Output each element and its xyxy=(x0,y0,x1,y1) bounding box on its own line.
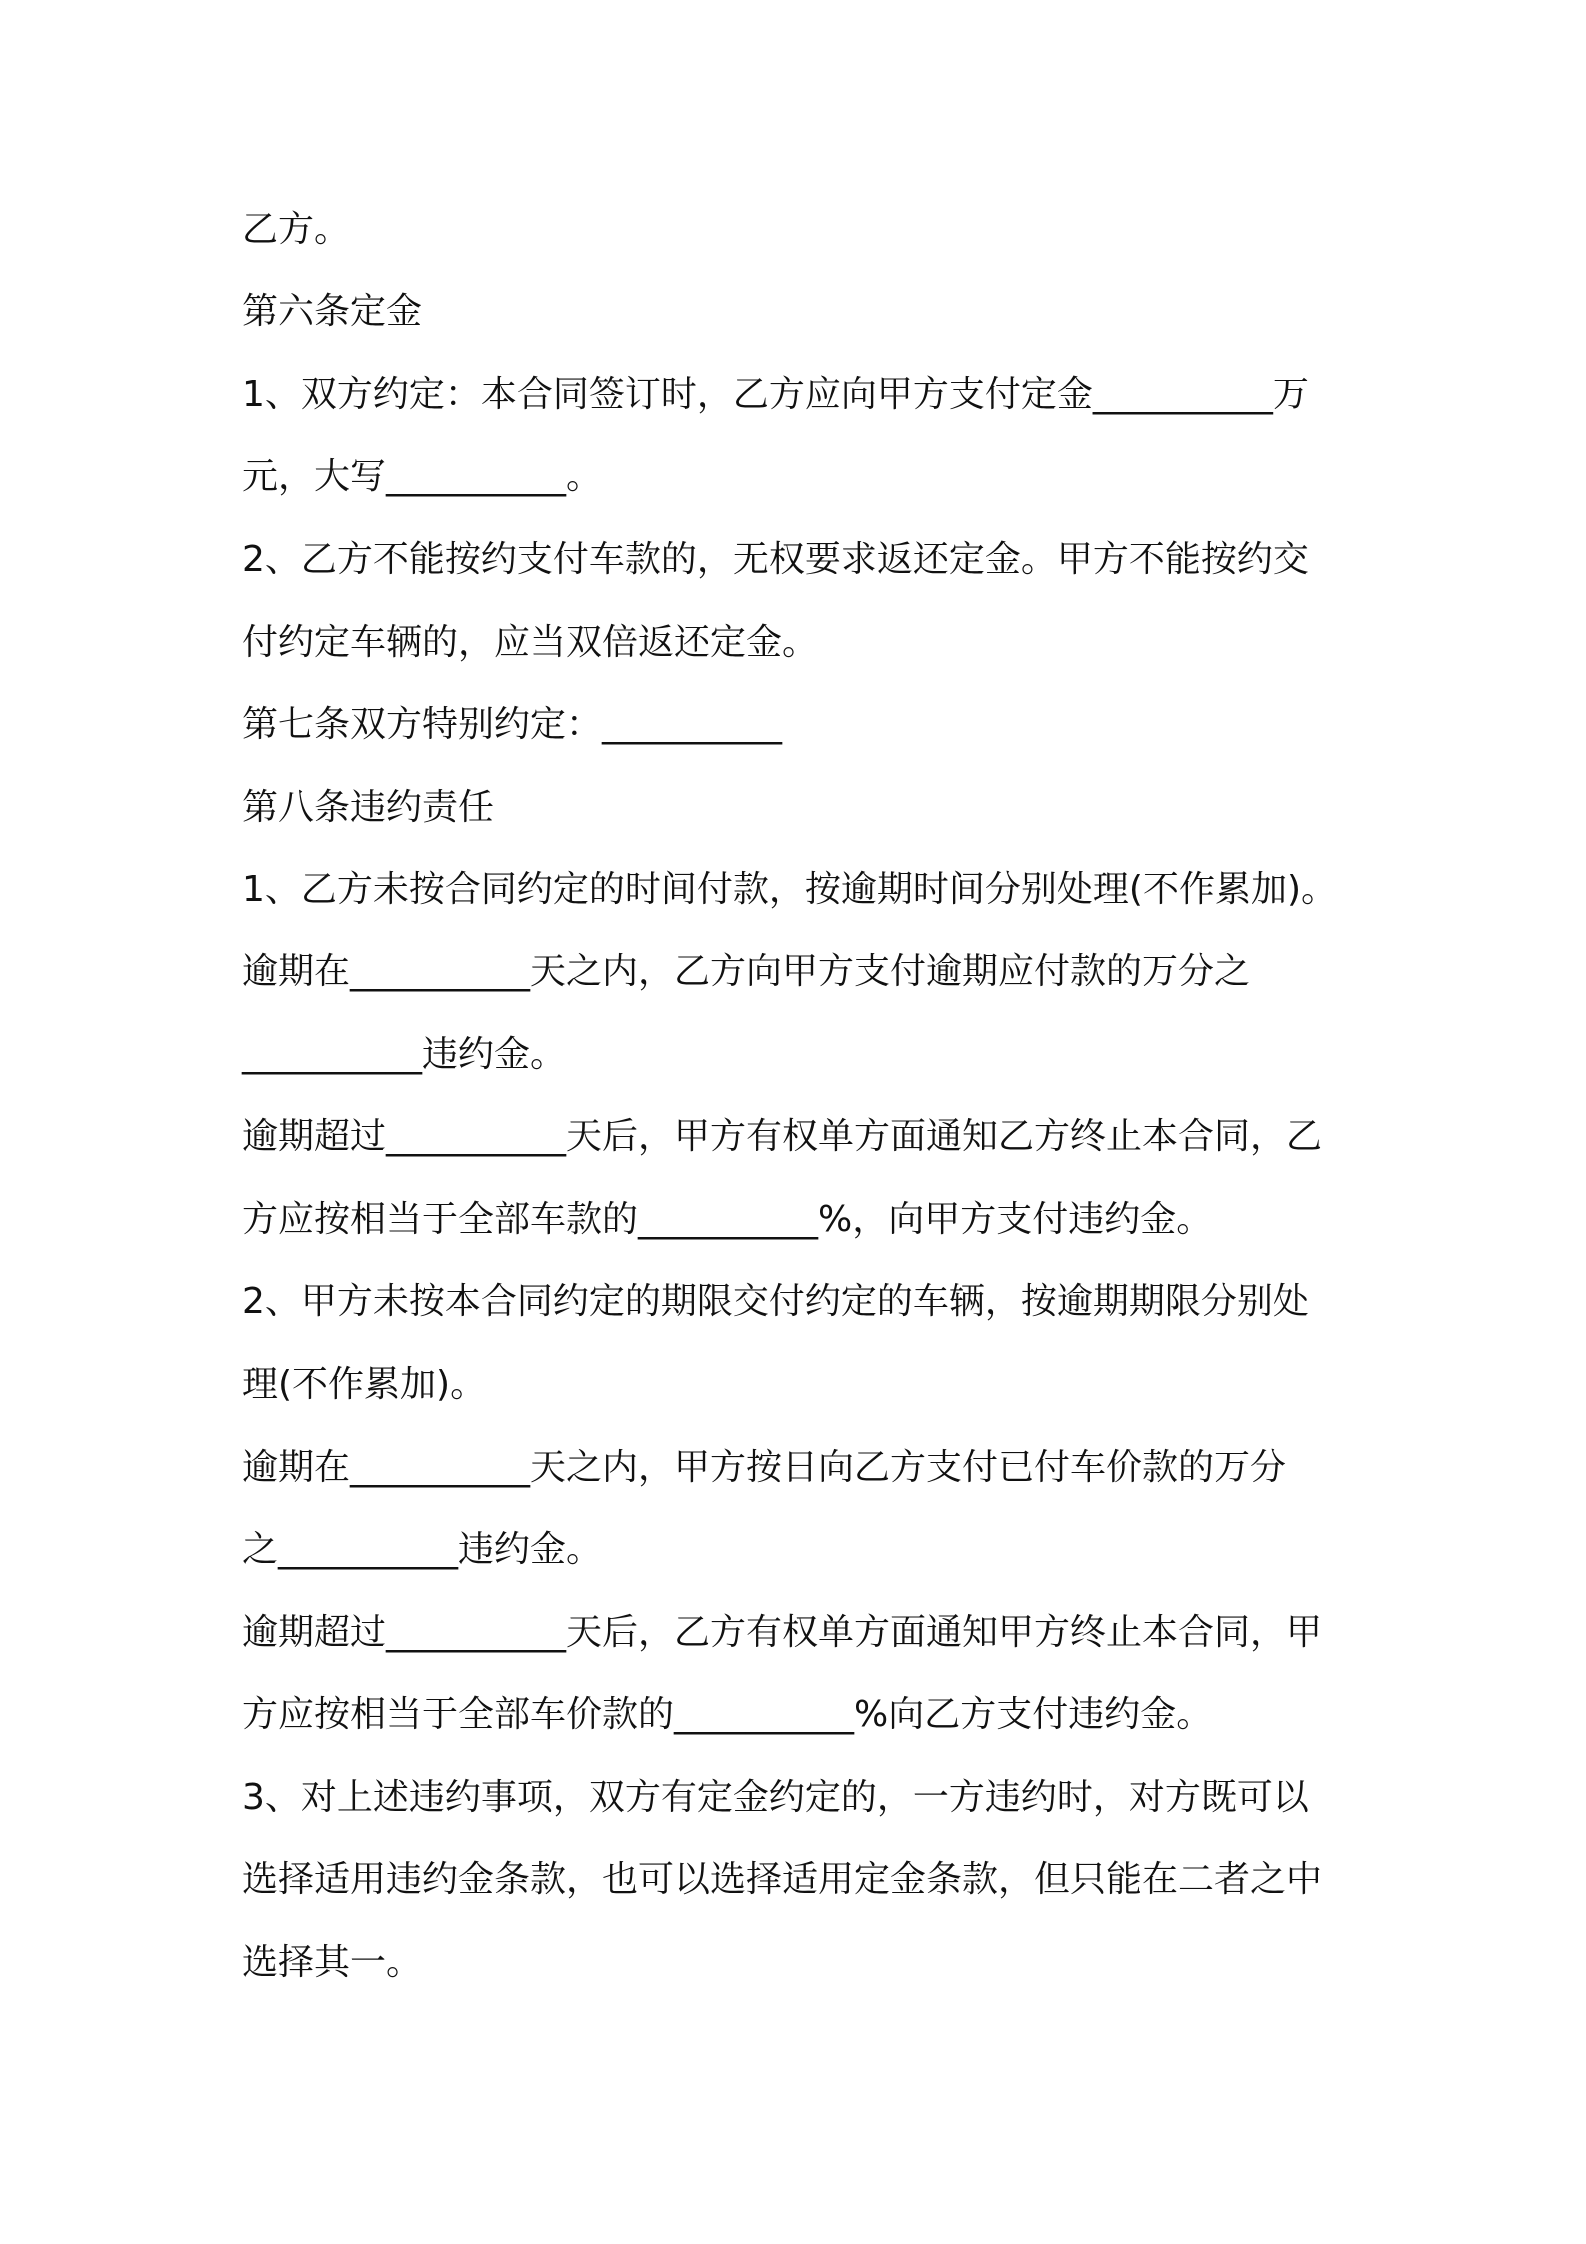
text-line: 方应按相当于全部车款的__________%，向甲方支付违约金。 xyxy=(242,1199,1213,1240)
text-line: 理(不作累加)。 xyxy=(242,1364,487,1405)
text-line: 元，大写__________。 xyxy=(242,456,603,497)
text-line: 逾期在__________天之内，乙方向甲方支付逾期应付款的万分之 xyxy=(242,951,1251,992)
text-line: 3、对上述违约事项，双方有定金约定的，一方违约时，对方既可以 xyxy=(242,1777,1309,1818)
text-line: 选择其一。 xyxy=(242,1942,423,1983)
text-line: 1、乙方未按合同约定的时间付款，按逾期时间分别处理(不作累加)。 xyxy=(242,869,1337,910)
text-line: 逾期在__________天之内，甲方按日向乙方支付已付车价款的万分 xyxy=(242,1447,1287,1488)
text-line: 付约定车辆的，应当双倍返还定金。 xyxy=(242,622,819,663)
text-line: 之__________违约金。 xyxy=(242,1529,603,1570)
text-line: 选择适用违约金条款，也可以选择适用定金条款，但只能在二者之中 xyxy=(242,1859,1323,1900)
text-line: 方应按相当于全部车价款的__________%向乙方支付违约金。 xyxy=(242,1694,1213,1735)
text-line: 逾期超过__________天后，乙方有权单方面通知甲方终止本合同，甲 xyxy=(242,1612,1323,1653)
text-line: 2、甲方未按本合同约定的期限交付约定的车辆，按逾期期限分别处 xyxy=(242,1281,1309,1322)
section-heading: 第六条定金 xyxy=(242,291,423,332)
text-line: 2、乙方不能按约支付车款的，无权要求返还定金。甲方不能按约交 xyxy=(242,539,1309,580)
section-heading: 第八条违约责任 xyxy=(242,787,495,828)
text-line: 逾期超过__________天后，甲方有权单方面通知乙方终止本合同，乙 xyxy=(242,1116,1323,1157)
text-line: __________违约金。 xyxy=(242,1034,567,1075)
text-line: 乙方。 xyxy=(242,209,351,250)
section-heading: 第七条双方特别约定：__________ xyxy=(242,704,783,745)
text-line: 1、双方约定：本合同签订时，乙方应向甲方支付定金__________万 xyxy=(242,374,1309,415)
